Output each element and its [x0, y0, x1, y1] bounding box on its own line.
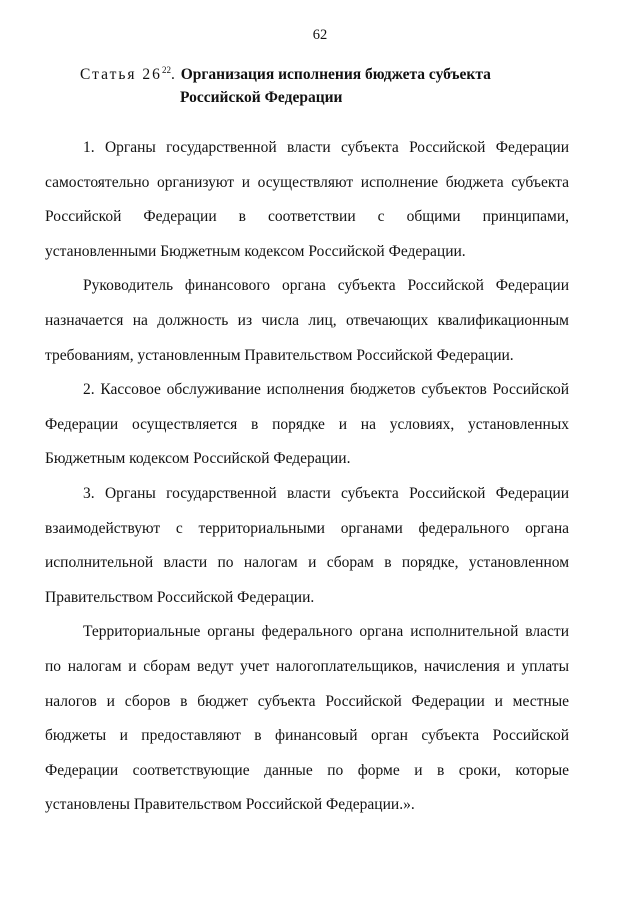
article-dot: . [170, 66, 177, 83]
paragraph-1: 1. Органы государственной власти субъекта Российской Федерации самостоятельно организуют и осуществляют исполнение бюджета субъекта Российской Федерации в соответствии с общими принципами, установленными Бюджетным кодексом Российской Федерации. [45, 139, 569, 260]
paragraph-5: Территориальные органы федерального органа исполнительной власти по налогам и сборам ведут учет налогоплательщиков, начисления и уплаты налогов и сборов в бюджет субъекта Российской Федерации и местные бюджеты и предоставляют в финансовый орган субъекта Российской Федерации соответствующие данные по форме и в сроки, которые установлены Правительством Российской Федерации.». [45, 623, 569, 814]
paragraph-2: Руководитель финансового органа субъекта Российской Федерации назначается на должность из числа лиц, отвечающих квалификационным требованиям, установленным Правительством Российской Федерации. [45, 277, 569, 364]
paragraph-4: 3. Органы государственной власти субъекта Российской Федерации взаимодействуют с территориальными органами федерального органа исполнительной власти по налогам и сборам в порядке, установленном Правительством Российской Федерации. [45, 484, 569, 606]
page-number: 62 [312, 27, 328, 43]
article-number [80, 66, 177, 83]
article-superscript: 22 [161, 65, 171, 75]
article-label: Статья 26 [80, 66, 162, 83]
paragraph-3: 2. Кассовое обслуживание исполнения бюджетов субъектов Российской Федерации осуществляется в порядке и на условиях, установленных Бюджетным кодексом Российской Федерации. [45, 381, 569, 468]
article-heading [80, 64, 580, 109]
article-title-line1: Организация исполнения бюджета субъекта [180, 66, 491, 83]
article-body [45, 131, 569, 823]
article-title-line2: Российской Федерации [180, 89, 343, 106]
